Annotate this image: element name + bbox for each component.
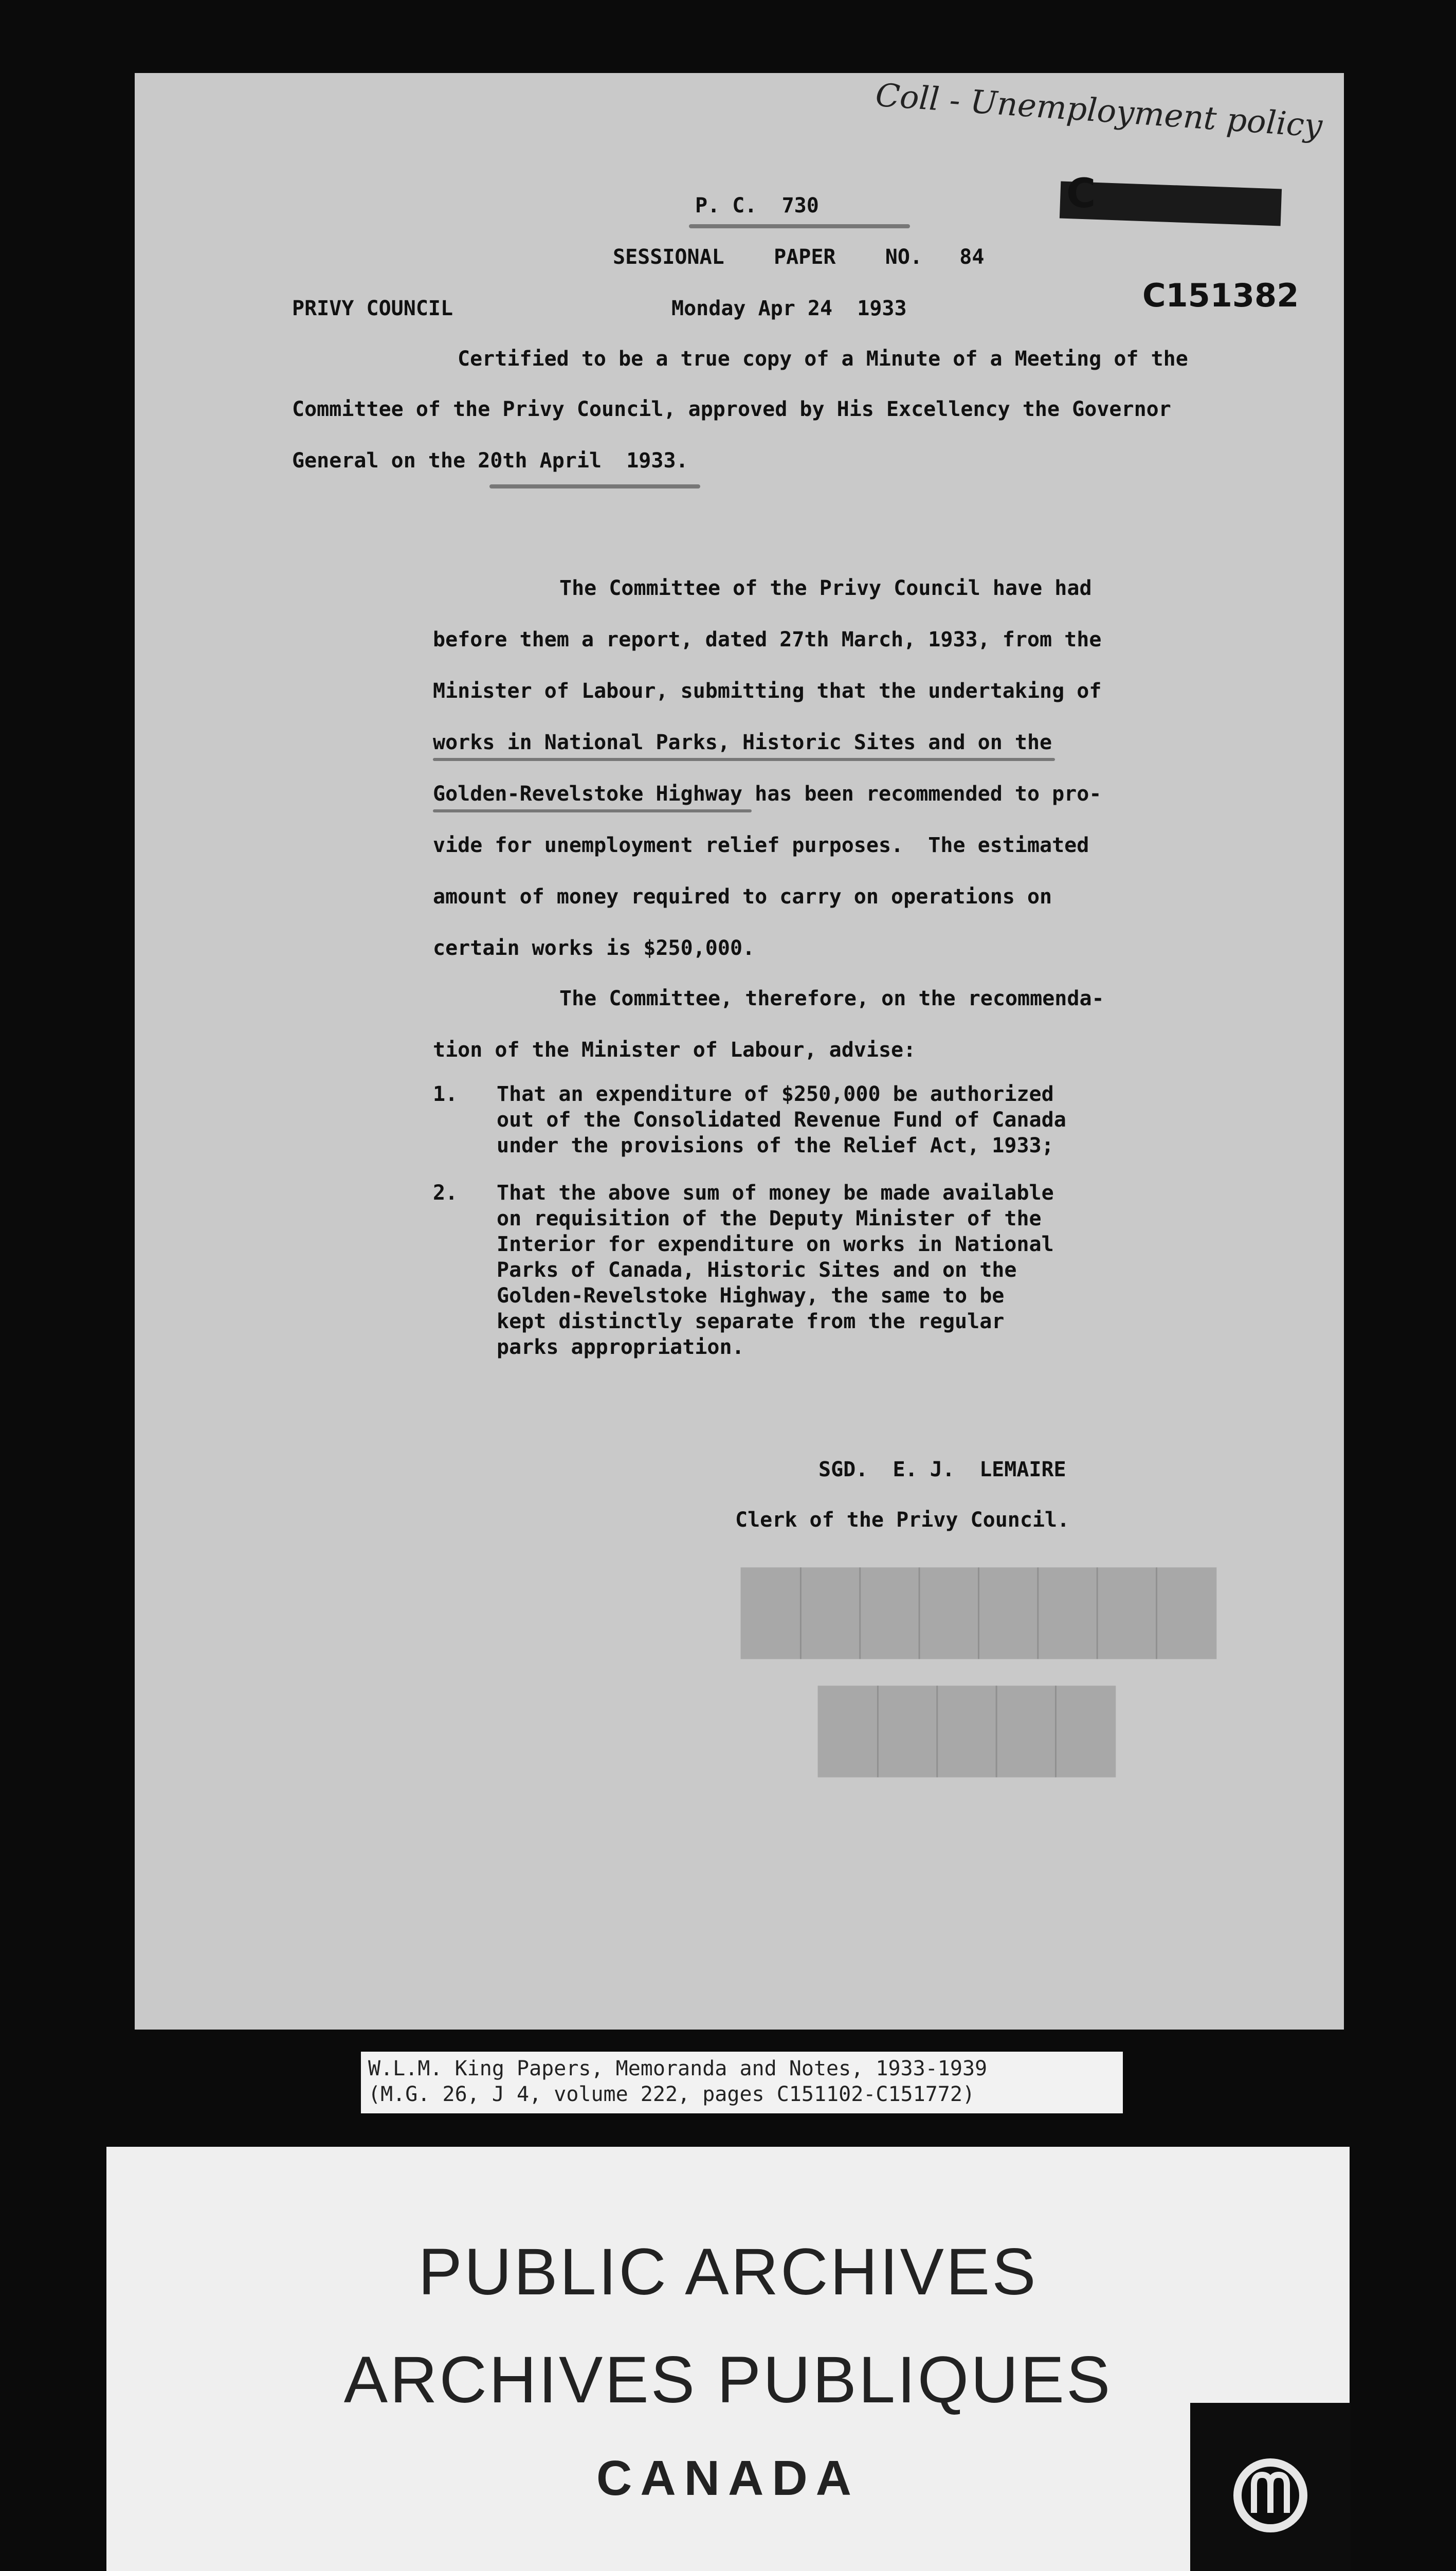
- item-2-line-4: Parks of Canada, Historic Sites and on the: [497, 1258, 1017, 1282]
- body-line-6: vide for unemployment relief purposes. The estimated: [433, 834, 1089, 857]
- intro-line-2: Committee of the Privy Council, approved by His Excellency the Governor: [292, 397, 1171, 421]
- archives-logo-icon: [1190, 2403, 1351, 2571]
- item-2-line-5: Golden-Revelstoke Highway, the same to be: [497, 1284, 1005, 1308]
- pc-underline: [689, 224, 910, 228]
- archives-logo-block: [1190, 2403, 1351, 2571]
- body-line-1: The Committee of the Privy Council have had: [559, 576, 1092, 600]
- signature-title: Clerk of the Privy Council.: [735, 1508, 1070, 1532]
- pc-number: P. C. 730: [695, 194, 819, 218]
- item-2-line-2: on requisition of the Deputy Minister of the: [497, 1207, 1042, 1230]
- recommendation-line-1: The Committee, therefore, on the recommenda-: [559, 987, 1104, 1010]
- body-line-5: Golden-Revelstoke Highway has been recommended to pro-: [433, 782, 1102, 806]
- intro-line-1: Certified to be a true copy of a Minute of a Meeting of the: [458, 347, 1188, 371]
- stamp-letter: C: [1066, 171, 1096, 217]
- recommendation-line-2: tion of the Minister of Labour, advise:: [433, 1038, 916, 1062]
- archives-line-3: CANADA: [596, 2451, 860, 2506]
- item-1-line-1: That an expenditure of $250,000 be authorized: [497, 1082, 1054, 1106]
- archives-line-2: ARCHIVES PUBLIQUES: [343, 2343, 1113, 2417]
- signature: SGD. E. J. LEMAIRE: [818, 1458, 1066, 1481]
- date-underline: [489, 484, 700, 488]
- item-2-line-6: kept distinctly separate from the regular: [497, 1310, 1005, 1333]
- item-2-line-7: parks appropriation.: [497, 1335, 744, 1359]
- body-line-2: before them a report, dated 27th March, 1933, from the: [433, 628, 1102, 651]
- item-2-number: 2.: [433, 1181, 458, 1205]
- document-date: Monday Apr 24 1933: [671, 297, 907, 320]
- body-line-3: Minister of Labour, submitting that the undertaking of: [433, 679, 1102, 703]
- caption-line-2: (M.G. 26, J 4, volume 222, pages C151102-C151772): [368, 2083, 975, 2106]
- item-1-number: 1.: [433, 1082, 458, 1106]
- caption-line-1: W.L.M. King Papers, Memoranda and Notes, 1933-1939: [368, 2057, 988, 2080]
- sessional-paper: SESSIONAL PAPER NO. 84: [613, 245, 985, 269]
- handwritten-note: Coll - Unemployment policy: [874, 76, 1324, 145]
- item-1-line-2: out of the Consolidated Revenue Fund of Canada: [497, 1108, 1066, 1132]
- archives-line-1: PUBLIC ARCHIVES: [418, 2235, 1038, 2309]
- stamp-number: C151382: [1142, 277, 1299, 314]
- body-line-4: works in National Parks, Historic Sites and on the: [433, 731, 1052, 754]
- body-line-8: certain works is $250,000.: [433, 936, 755, 960]
- archives-card: [106, 2147, 1350, 2571]
- item-2-line-1: That the above sum of money be made available: [497, 1181, 1054, 1205]
- bleed-through-mark-2: █████: [818, 1686, 1115, 1777]
- privy-council-heading: PRIVY COUNCIL: [292, 297, 453, 320]
- highway-underline: [433, 809, 752, 812]
- item-1-line-3: under the provisions of the Relief Act, 1933;: [497, 1134, 1054, 1157]
- document-page: [135, 73, 1344, 2030]
- body-line-7: amount of money required to carry on operations on: [433, 885, 1052, 909]
- source-caption: [361, 2052, 1123, 2113]
- intro-line-3: General on the 20th April 1933.: [292, 449, 688, 473]
- item-2-line-3: Interior for expenditure on works in National: [497, 1233, 1054, 1256]
- works-underline: [433, 758, 1055, 761]
- bleed-through-mark-1: ████████: [741, 1568, 1216, 1658]
